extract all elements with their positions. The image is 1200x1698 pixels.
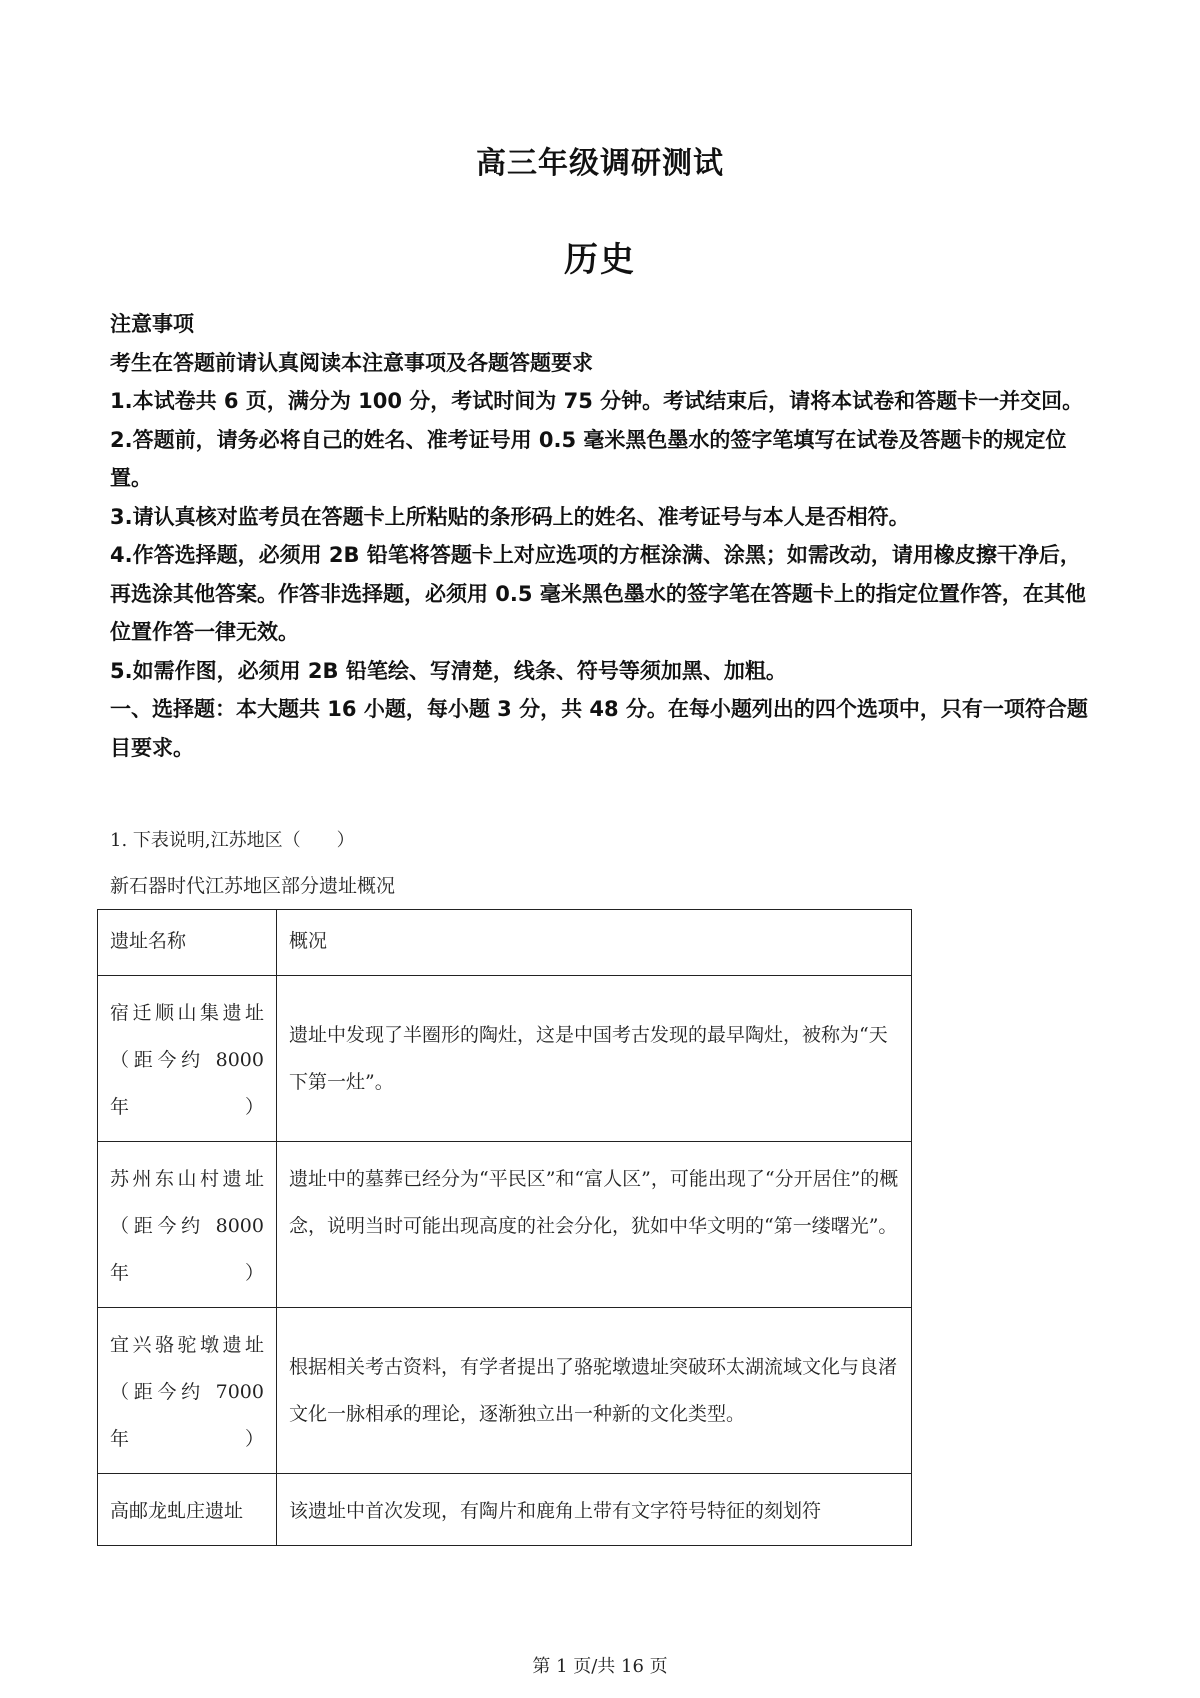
exam-title: 高三年级调研测试 xyxy=(476,146,724,181)
site-age: （距今约 7000 年） xyxy=(110,1381,264,1450)
site-desc: 遗址中的墓葬已经分为“平民区”和“富人区”，可能出现了“分开居住”的概念，说明当时可能出现高度的社会分化，犹如中华文明的“第一缕曙光”。 xyxy=(289,1168,899,1237)
page-number: 第 1 页/共 16 页 xyxy=(532,1656,668,1677)
table-caption: 新石器时代江苏地区部分遗址概况 xyxy=(110,875,396,897)
site-name: 高邮龙虬庄遗址 xyxy=(110,1500,244,1522)
notes-section xyxy=(110,305,1100,767)
notes-item-1: 1.本试卷共 6 页，满分为 100 分，考试时间为 75 分钟。考试结束后，请将本试卷和答题卡一并交回。 xyxy=(110,389,1084,413)
table-row xyxy=(98,1142,912,1308)
notes-item-2: 2.答题前，请务必将自己的姓名、准考证号用 0.5 毫米黑色墨水的签字笔填写在试卷及答题卡的规定位置。 xyxy=(110,427,1067,490)
column-header-name: 遗址名称 xyxy=(110,930,187,952)
notes-intro: 考生在答题前请认真阅读本注意事项及各题答题要求 xyxy=(110,350,593,375)
table-row xyxy=(98,976,912,1142)
site-age: （距今约 8000 年） xyxy=(110,1049,264,1118)
table-row xyxy=(98,1308,912,1474)
sites-table xyxy=(97,909,912,1546)
site-desc: 遗址中发现了半圈形的陶灶，这是中国考古发现的最早陶灶，被称为“天下第一灶”。 xyxy=(289,1024,888,1093)
section-heading: 一、选择题：本大题共 16 小题，每小题 3 分，共 48 分。在每小题列出的四个选项中，只有一项符合题目要求。 xyxy=(110,697,1088,760)
site-name: 苏州东山村遗址 xyxy=(110,1168,264,1190)
site-name: 宜兴骆驼墩遗址 xyxy=(110,1334,264,1356)
site-desc: 根据相关考古资料，有学者提出了骆驼墩遗址突破环太湖流域文化与良渚文化一脉相承的理论，逐渐独立出一种新的文化类型。 xyxy=(289,1356,898,1425)
question-1-stem: 1. 下表说明,江苏地区（ ） xyxy=(110,830,355,851)
site-age: （距今约 8000 年） xyxy=(110,1215,264,1284)
notes-heading: 注意事项 xyxy=(110,312,194,336)
subject-title: 历史 xyxy=(564,240,636,280)
site-desc: 该遗址中首次发现，有陶片和鹿角上带有文字符号特征的刻划符 xyxy=(289,1500,822,1522)
column-header-desc: 概况 xyxy=(289,930,328,952)
notes-item-3: 3.请认真核对监考员在答题卡上所粘贴的条形码上的姓名、准考证号与本人是否相符。 xyxy=(110,504,910,529)
table-header-row xyxy=(98,910,912,976)
notes-item-5: 5.如需作图，必须用 2B 铅笔绘、写清楚，线条、符号等须加黑、加粗。 xyxy=(110,658,787,683)
table-row xyxy=(98,1474,912,1546)
notes-item-4: 4.作答选择题，必须用 2B 铅笔将答题卡上对应选项的方框涂满、涂黑；如需改动，请用橡皮擦干净后，再选涂其他答案。作答非选择题，必须用 0.5 毫米黑色墨水的签字笔在答题卡上的指定位置作答，在其他位置作答一律无效。 xyxy=(110,543,1086,644)
site-name: 宿迁顺山集遗址 xyxy=(110,1002,264,1024)
